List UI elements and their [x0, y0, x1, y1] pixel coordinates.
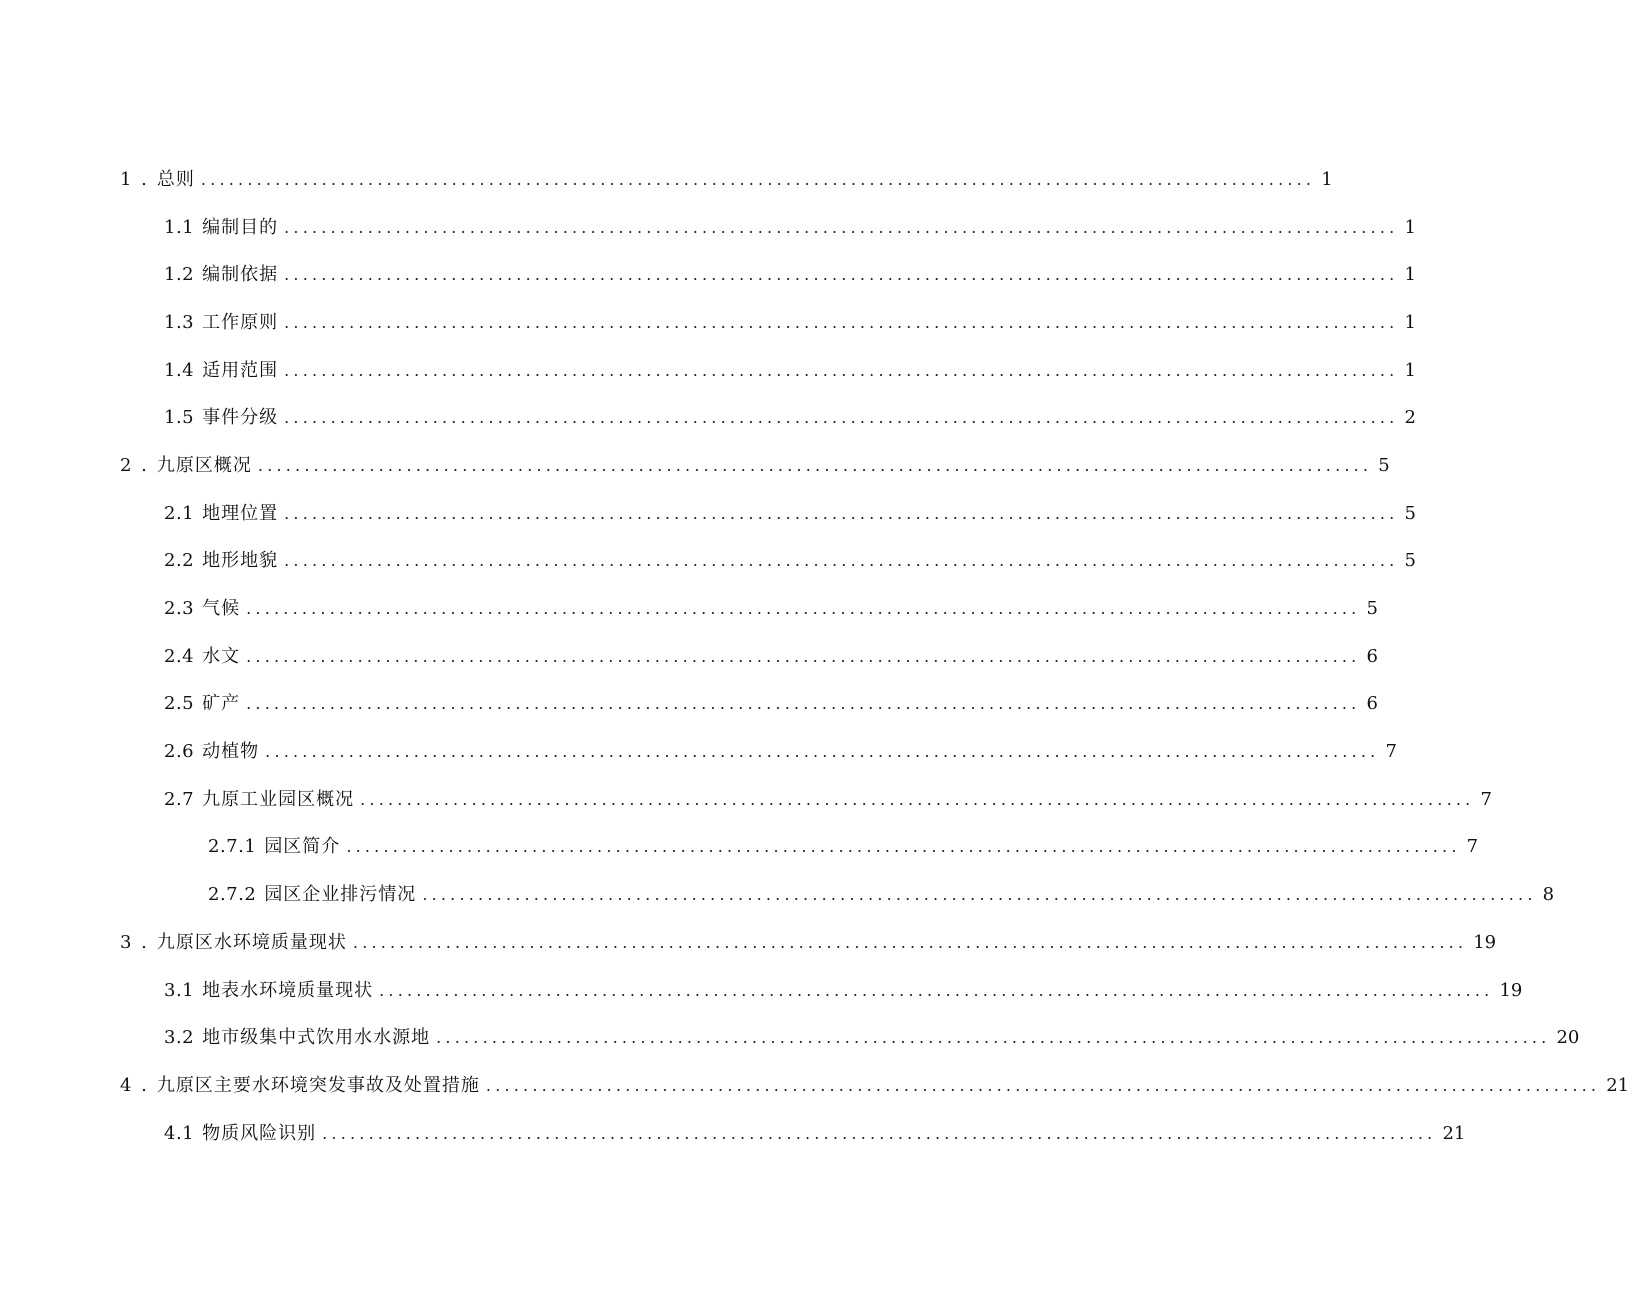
toc-entry[interactable] [0, 871, 1555, 919]
toc-entry-page-number: 1 [1321, 168, 1333, 190]
toc-dot-leader: ........................................................................................................................ [257, 455, 1373, 475]
toc-entry-title: 气候 [202, 598, 241, 620]
toc-entry-number: 1.5 [164, 407, 195, 429]
toc-dot-leader: ........................................................................................................................ [246, 646, 1361, 666]
toc-entry-number: 1.2 [164, 264, 195, 286]
toc-entry-number: 2.7.1 [208, 836, 257, 858]
toc-entry[interactable] [0, 490, 1416, 538]
toc-entry-title: 九原区水环境质量现状 [156, 931, 347, 953]
toc-entry-title: 园区简介 [264, 836, 341, 858]
toc-entry-page-number: 1 [1404, 264, 1416, 286]
toc-entry-title: 地市级集中式饮用水水源地 [202, 1027, 431, 1049]
toc-entry-title: 九原工业园区概况 [202, 788, 355, 810]
toc-entry[interactable] [0, 728, 1397, 776]
toc-entry-page-number: 1 [1404, 359, 1416, 381]
toc-entry[interactable] [0, 1014, 1580, 1062]
toc-entry-title: 九原区主要水环境突发事故及处置措施 [156, 1074, 480, 1096]
toc-entry-number: 3.1 [164, 979, 195, 1001]
toc-entry-number: 2.5 [164, 693, 195, 715]
toc-entry-page-number: 6 [1366, 645, 1378, 667]
toc-entry-page-number: 6 [1366, 693, 1378, 715]
toc-entry[interactable] [0, 204, 1416, 252]
toc-dot-leader: ........................................................................................................................ [200, 169, 1316, 189]
toc-entry-page-number: 19 [1473, 931, 1497, 953]
toc-dot-leader: ........................................................................................................................ [284, 551, 1399, 571]
toc-entry[interactable] [0, 251, 1416, 299]
toc-entry-title: 园区企业排污情况 [264, 884, 417, 906]
toc-entry-page-number: 5 [1366, 598, 1378, 620]
toc-entry-page-number: 8 [1542, 884, 1555, 906]
toc-entry[interactable] [0, 442, 1390, 490]
toc-entry-page-number: 1 [1404, 216, 1416, 238]
table-of-contents [0, 156, 1629, 1157]
toc-entry-title: 水文 [202, 645, 241, 667]
toc-entry-title: 事件分级 [202, 407, 279, 429]
toc-entry-title: 动植物 [202, 741, 260, 763]
toc-entry-page-number: 21 [1442, 1122, 1466, 1144]
toc-entry-page-number: 2 [1404, 407, 1416, 429]
toc-entry[interactable] [0, 299, 1416, 347]
toc-entry[interactable] [0, 1062, 1629, 1110]
toc-dot-leader: ........................................................................................................................ [284, 265, 1399, 285]
toc-entry-number: 2.7 [164, 788, 195, 810]
toc-entry-title: 编制目的 [202, 216, 279, 238]
toc-entry[interactable] [0, 633, 1378, 681]
toc-entry-number: 4.1 [164, 1122, 195, 1144]
toc-entry-title: 工作原则 [202, 311, 279, 333]
toc-entry-number: 2.7.2 [208, 884, 257, 906]
toc-entry-number: 1.3 [164, 311, 195, 333]
toc-dot-leader: ........................................................................................................................ [346, 837, 1461, 857]
toc-entry-title: 地表水环境质量现状 [202, 979, 374, 1001]
toc-entry-page-number: 5 [1378, 454, 1390, 476]
toc-entry[interactable] [0, 347, 1416, 395]
toc-dot-leader: ........................................................................................................................ [436, 1028, 1551, 1048]
toc-entry[interactable] [0, 776, 1492, 824]
toc-entry-page-number: 1 [1404, 311, 1416, 333]
toc-entry-page-number: 7 [1385, 741, 1397, 763]
toc-dot-leader: ........................................................................................................................ [422, 885, 1537, 905]
toc-entry-number: 2.1 [164, 502, 195, 524]
toc-dot-leader: ........................................................................................................................ [246, 599, 1361, 619]
toc-entry[interactable] [0, 824, 1479, 872]
toc-entry-title: 地形地貌 [202, 550, 279, 572]
toc-entry[interactable] [0, 681, 1378, 729]
toc-entry[interactable] [0, 585, 1378, 633]
toc-entry-page-number: 19 [1499, 979, 1523, 1001]
toc-dot-leader: ........................................................................................................................ [379, 980, 1494, 1000]
toc-entry-number: 2.2 [164, 550, 195, 572]
toc-entry-page-number: 21 [1606, 1074, 1629, 1096]
toc-entry-title: 矿产 [202, 693, 241, 715]
toc-entry-title: 地理位置 [202, 502, 279, 524]
toc-entry-number: 3 . [120, 931, 149, 953]
toc-entry-number: 4 . [120, 1074, 149, 1096]
toc-entry-number: 2.4 [164, 645, 195, 667]
toc-entry-number: 1.4 [164, 359, 195, 381]
toc-entry[interactable] [0, 1110, 1466, 1158]
toc-dot-leader: ........................................................................................................................ [284, 408, 1399, 428]
toc-entry[interactable] [0, 394, 1416, 442]
toc-entry-title: 物质风险识别 [202, 1122, 317, 1144]
toc-dot-leader: ........................................................................................................................ [322, 1123, 1437, 1143]
toc-entry-number: 3.2 [164, 1027, 195, 1049]
toc-dot-leader: ........................................................................................................................ [246, 694, 1361, 714]
toc-entry-title: 适用范围 [202, 359, 279, 381]
toc-entry-number: 1 . [120, 168, 149, 190]
toc-entry-number: 2.3 [164, 598, 195, 620]
toc-dot-leader: ........................................................................................................................ [485, 1075, 1601, 1095]
toc-dot-leader: ........................................................................................................................ [284, 312, 1399, 332]
toc-entry-page-number: 5 [1404, 550, 1416, 572]
toc-entry-page-number: 20 [1556, 1027, 1580, 1049]
toc-entry-number: 2 . [120, 454, 149, 476]
toc-entry[interactable] [0, 156, 1333, 204]
toc-entry-page-number: 7 [1480, 788, 1492, 810]
toc-entry-title: 总则 [156, 168, 195, 190]
toc-entry-number: 2.6 [164, 741, 195, 763]
toc-dot-leader: ........................................................................................................................ [284, 217, 1399, 237]
toc-dot-leader: ........................................................................................................................ [352, 932, 1468, 952]
toc-entry-number: 1.1 [164, 216, 195, 238]
toc-entry[interactable] [0, 538, 1416, 586]
toc-entry-page-number: 7 [1466, 836, 1479, 858]
toc-dot-leader: ........................................................................................................................ [265, 742, 1380, 762]
toc-entry-title: 九原区概况 [156, 454, 252, 476]
toc-dot-leader: ........................................................................................................................ [360, 789, 1475, 809]
toc-entry[interactable] [0, 967, 1523, 1015]
toc-entry-title: 编制依据 [202, 264, 279, 286]
toc-dot-leader: ........................................................................................................................ [284, 503, 1399, 523]
toc-dot-leader: ........................................................................................................................ [284, 360, 1399, 380]
toc-entry[interactable] [0, 919, 1497, 967]
toc-entry-page-number: 5 [1404, 502, 1416, 524]
